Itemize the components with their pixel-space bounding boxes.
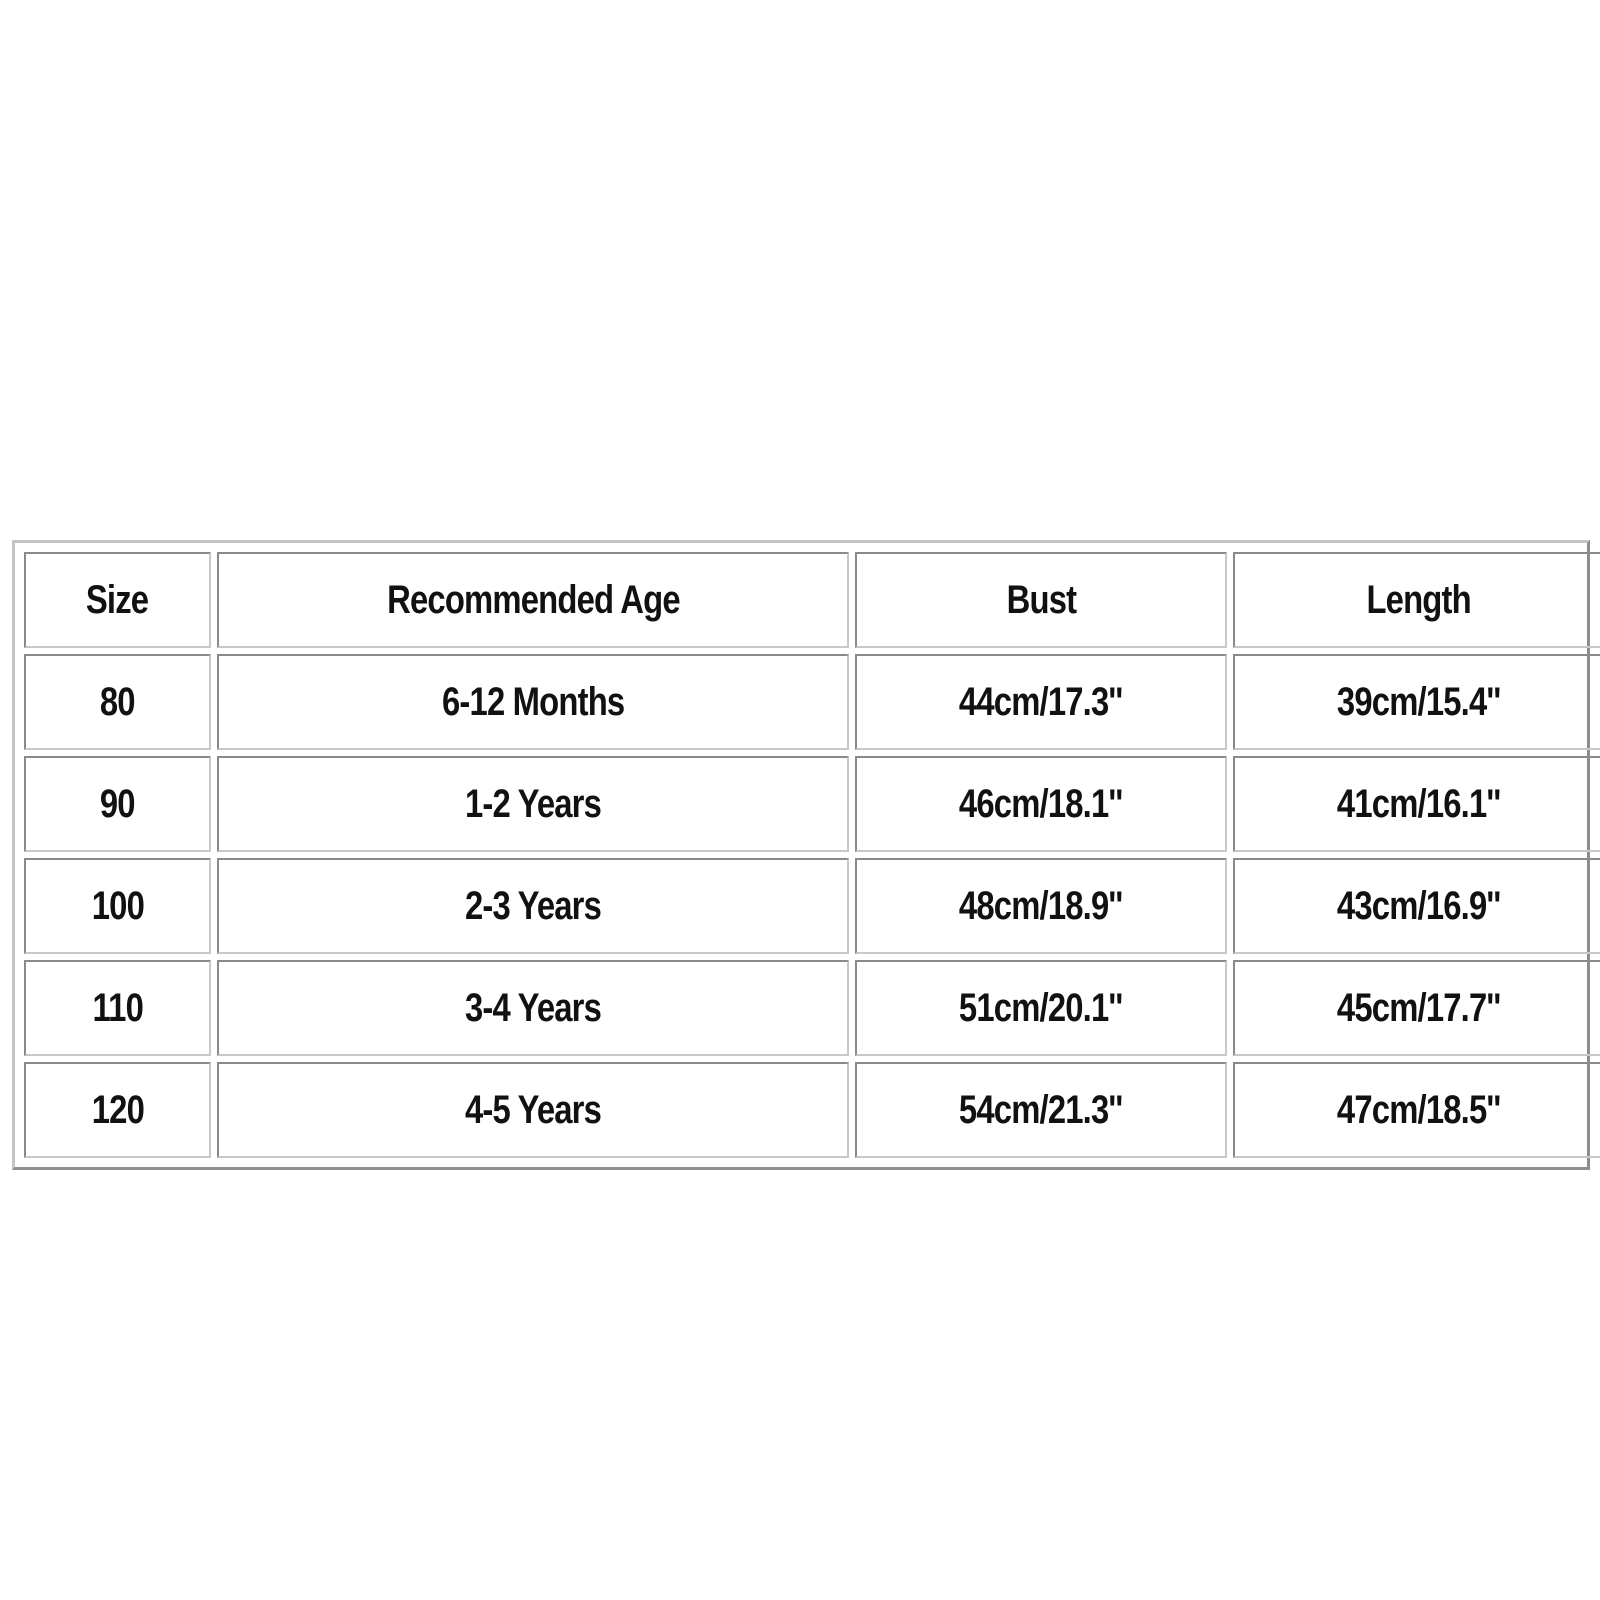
cell-length: 43cm/16.9'' [1233,858,1600,954]
header-size: Size [24,552,211,648]
cell-age: 4-5 Years [217,1062,849,1158]
cell-age: 1-2 Years [217,756,849,852]
cell-bust: 48cm/18.9'' [855,858,1227,954]
cell-length: 39cm/15.4'' [1233,654,1600,750]
cell-age: 2-3 Years [217,858,849,954]
cell-size: 100 [24,858,211,954]
cell-length: 47cm/18.5'' [1233,1062,1600,1158]
cell-bust: 51cm/20.1'' [855,960,1227,1056]
cell-bust: 54cm/21.3'' [855,1062,1227,1158]
cell-bust: 46cm/18.1'' [855,756,1227,852]
cell-age: 6-12 Months [217,654,849,750]
cell-age: 3-4 Years [217,960,849,1056]
header-bust: Bust [855,552,1227,648]
table-row [24,654,1600,750]
cell-length: 41cm/16.1'' [1233,756,1600,852]
size-chart-table [18,546,1600,1164]
header-recommended-age: Recommended Age [217,552,849,648]
table-row [24,858,1600,954]
cell-size: 110 [24,960,211,1056]
table-row [24,960,1600,1056]
cell-size: 80 [24,654,211,750]
header-length: Length [1233,552,1600,648]
cell-size: 90 [24,756,211,852]
table-row [24,1062,1600,1158]
cell-size: 120 [24,1062,211,1158]
table-row [24,756,1600,852]
size-chart [12,540,1590,1170]
header-row [24,552,1600,648]
cell-bust: 44cm/17.3'' [855,654,1227,750]
cell-length: 45cm/17.7'' [1233,960,1600,1056]
